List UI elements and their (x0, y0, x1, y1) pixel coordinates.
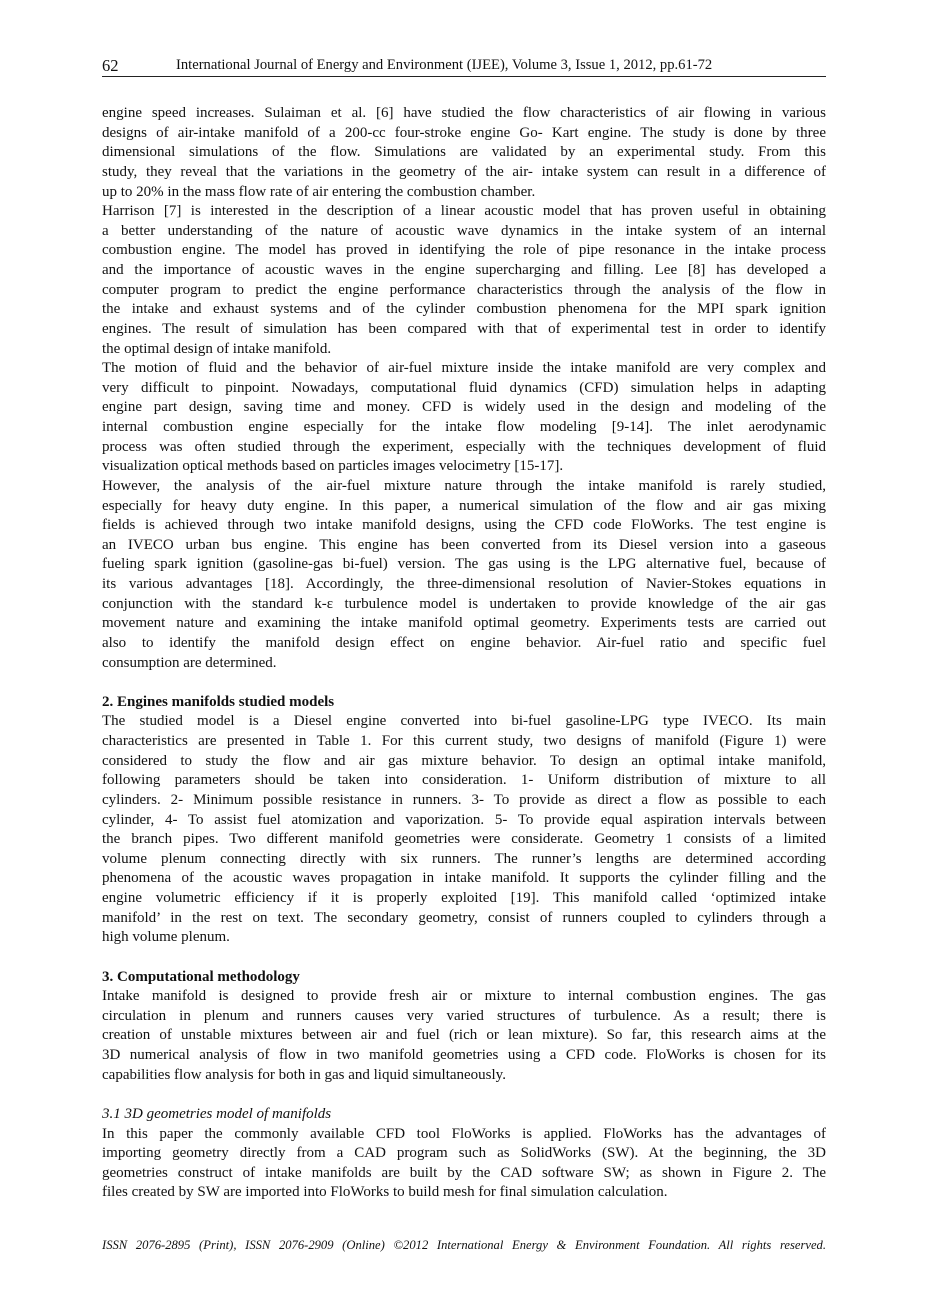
text-line: engine volumetric efficiency if it is properly exploited [19]. This manifold called ‘optimized intake (102, 890, 826, 906)
text-line: manifold’ in the rest on text. The secondary geometry, consist of runners coupled to cylinders through a (102, 909, 826, 926)
text-line: the intake and exhaust systems and of the cylinder combustion phenomena for the MPI spark ignition (102, 301, 826, 318)
paragraph (102, 1125, 826, 1204)
text-line: creation of unstable mixtures between air and fuel (rich or lean mixture). So far, this research aims at the (102, 1027, 826, 1044)
text-line: In this paper the commonly available CFD tool FloWorks is applied. FloWorks has the advantages of (102, 1125, 826, 1142)
text-line: study, they reveal that the variations in the geometry of the air- intake system can result in a difference of (102, 163, 826, 180)
text-line: The studied model is a Diesel engine converted into bi-fuel gasoline-LPG type IVECO. Its main (102, 713, 826, 730)
text-line: Harrison [7] is interested in the description of a linear acoustic model that has proven useful in obtaining (102, 203, 826, 220)
text-line: computer program to predict the engine performance characteristics through the analysis of the flow in (102, 281, 826, 298)
paragraph (102, 202, 826, 359)
text-line: files created by SW are imported into FloWorks to build mesh for final simulation calculation. (102, 1184, 668, 1201)
text-line: its various advantages [18]. Accordingly, the three-dimensional resolution of Navier-Stokes equations in (102, 576, 826, 592)
blank-line (102, 948, 826, 968)
text-line: engine part design, saving time and money. CFD is widely used in the design and modeling of the (102, 399, 826, 416)
text-line: cylinders. 2- Minimum possible resistance in runners. 3- To provide as direct a flow as possible to each (102, 791, 826, 808)
text-line: designs of air-intake manifold of a 200-cc four-stroke engine Go- Kart engine. The study is done by three (102, 124, 826, 141)
text-line: the branch pipes. Two different manifold geometries were considerate. Geometry 1 consists of a limited (102, 831, 826, 848)
text-line: cylinder, 4- To assist fuel atomization and vaporization. 5- To provide equal aspiration intervals between (102, 811, 826, 828)
text-line: a better understanding of the nature of acoustic wave dynamics in the intake system of an internal (102, 222, 826, 239)
text-line: the optimal design of intake manifold. (102, 340, 332, 357)
text-line: following parameters should be taken into consideration. 1- Uniform distribution of mixture to all (102, 772, 826, 789)
text-line: especially for heavy duty engine. In this paper, a numerical simulation of the flow and air gas mixing (102, 497, 826, 514)
text-line: conjunction with the standard k-ε turbulence model is undertaken to provide knowledge of the air gas (102, 595, 826, 612)
section-heading: 2. Engines manifolds studied models (102, 693, 335, 710)
text-line: characteristics are presented in Table 1. For this current study, two designs of manifold (Figure 1) were (102, 733, 826, 749)
paragraph (102, 987, 826, 1085)
text-line: consumption are determined. (102, 654, 277, 671)
text-line: movement nature and examining the intake manifold optimal geometry. Experiments tests are carried out (102, 615, 826, 632)
text-line: dimensional simulations of the flow. Simulations are validated by an experimental study. From this (102, 144, 826, 161)
text-line: Intake manifold is designed to provide fresh air or mixture to internal combustion engines. The gas (102, 988, 826, 1005)
text-line: engines. The result of simulation has been compared with that of experimental test in order to identify (102, 320, 826, 337)
text-line: 3D numerical analysis of flow in two manifold geometries using a CFD code. FloWorks is chosen for its (102, 1047, 826, 1063)
section-heading: 3.1 3D geometries model of manifolds (102, 1105, 332, 1122)
paragraph (102, 477, 826, 673)
text-line: up to 20% in the mass flow rate of air entering the combustion chamber. (102, 183, 536, 200)
text-line: However, the analysis of the air-fuel mixture nature through the intake manifold is rarely studied, (102, 477, 826, 494)
text-line: importing geometry directly from a CAD program such as SolidWorks (SW). At the beginning, the 3D (102, 1145, 826, 1162)
text-line: internal combustion engine especially for the intake flow modeling [9-14]. The inlet aerodynamic (102, 419, 826, 435)
text-line: process was often studied through the experiment, especially with the techniques development of fluid (102, 438, 826, 455)
text-line: an IVECO urban bus engine. This engine has been converted from its Diesel version into a gaseous (102, 536, 826, 553)
text-line: engine speed increases. Sulaiman et al. [6] have studied the flow characteristics of air flowing in various (102, 105, 826, 121)
paragraph (102, 104, 826, 202)
journal-title: International Journal of Energy and Environment (IJEE), Volume 3, Issue 1, 2012, pp.61-72 (176, 57, 713, 73)
blank-line (102, 673, 826, 693)
text-line: high volume plenum. (102, 929, 230, 946)
running-header (102, 55, 826, 77)
text-line: considered to study the flow and air gas mixture behavior. To design an optimal intake manifold, (102, 752, 826, 769)
section-heading: 3. Computational methodology (102, 968, 300, 985)
paragraph (102, 712, 826, 948)
text-line: The motion of fluid and the behavior of air-fuel mixture inside the intake manifold are very complex and (102, 360, 826, 377)
text-line: visualization optical methods based on particles images velocimetry [15-17]. (102, 458, 564, 475)
text-line: volume plenum connecting directly with six runners. The runner’s lengths are determined according (102, 850, 826, 867)
text-line: circulation in plenum and runners causes very varied structures of turbulence. As a result; there is (102, 1007, 826, 1024)
text-line: geometries construct of intake manifolds are built by the CAD software SW; as shown in Figure 2. The (102, 1164, 826, 1181)
text-line: fields is achieved through two intake manifold designs, using the CFD code FloWorks. The test engine is (102, 517, 826, 534)
text-line: combustion engine. The model has proved in identifying the role of pipe resonance in the intake process (102, 242, 826, 259)
blank-line (102, 1085, 826, 1105)
text-line: capabilities flow analysis for both in gas and liquid simultaneously. (102, 1066, 506, 1083)
page-number: 62 (102, 56, 119, 75)
text-line: very difficult to pinpoint. Nowadays, computational fluid dynamics (CFD) simulation helps in adapting (102, 379, 826, 396)
body-text (102, 104, 826, 1203)
paragraph (102, 359, 826, 477)
text-line: also to identify the manifold design effect on engine behavior. Air-fuel ratio and specific fuel (102, 634, 826, 651)
footer-copyright: ISSN 2076-2895 (Print), ISSN 2076-2909 (Online) ©2012 International Energy & Environment Foundation. All rights reserved. (102, 1238, 826, 1252)
text-line: fueling spark ignition (gasoline-gas bi-fuel) version. The gas using is the LPG alternative fuel, because of (102, 556, 826, 573)
text-line: phenomena of the acoustic waves propagation in intake manifold. It supports the cylinder filling and the (102, 870, 826, 887)
text-line: and the importance of acoustic waves in the engine supercharging and filling. Lee [8] has developed a (102, 262, 826, 278)
